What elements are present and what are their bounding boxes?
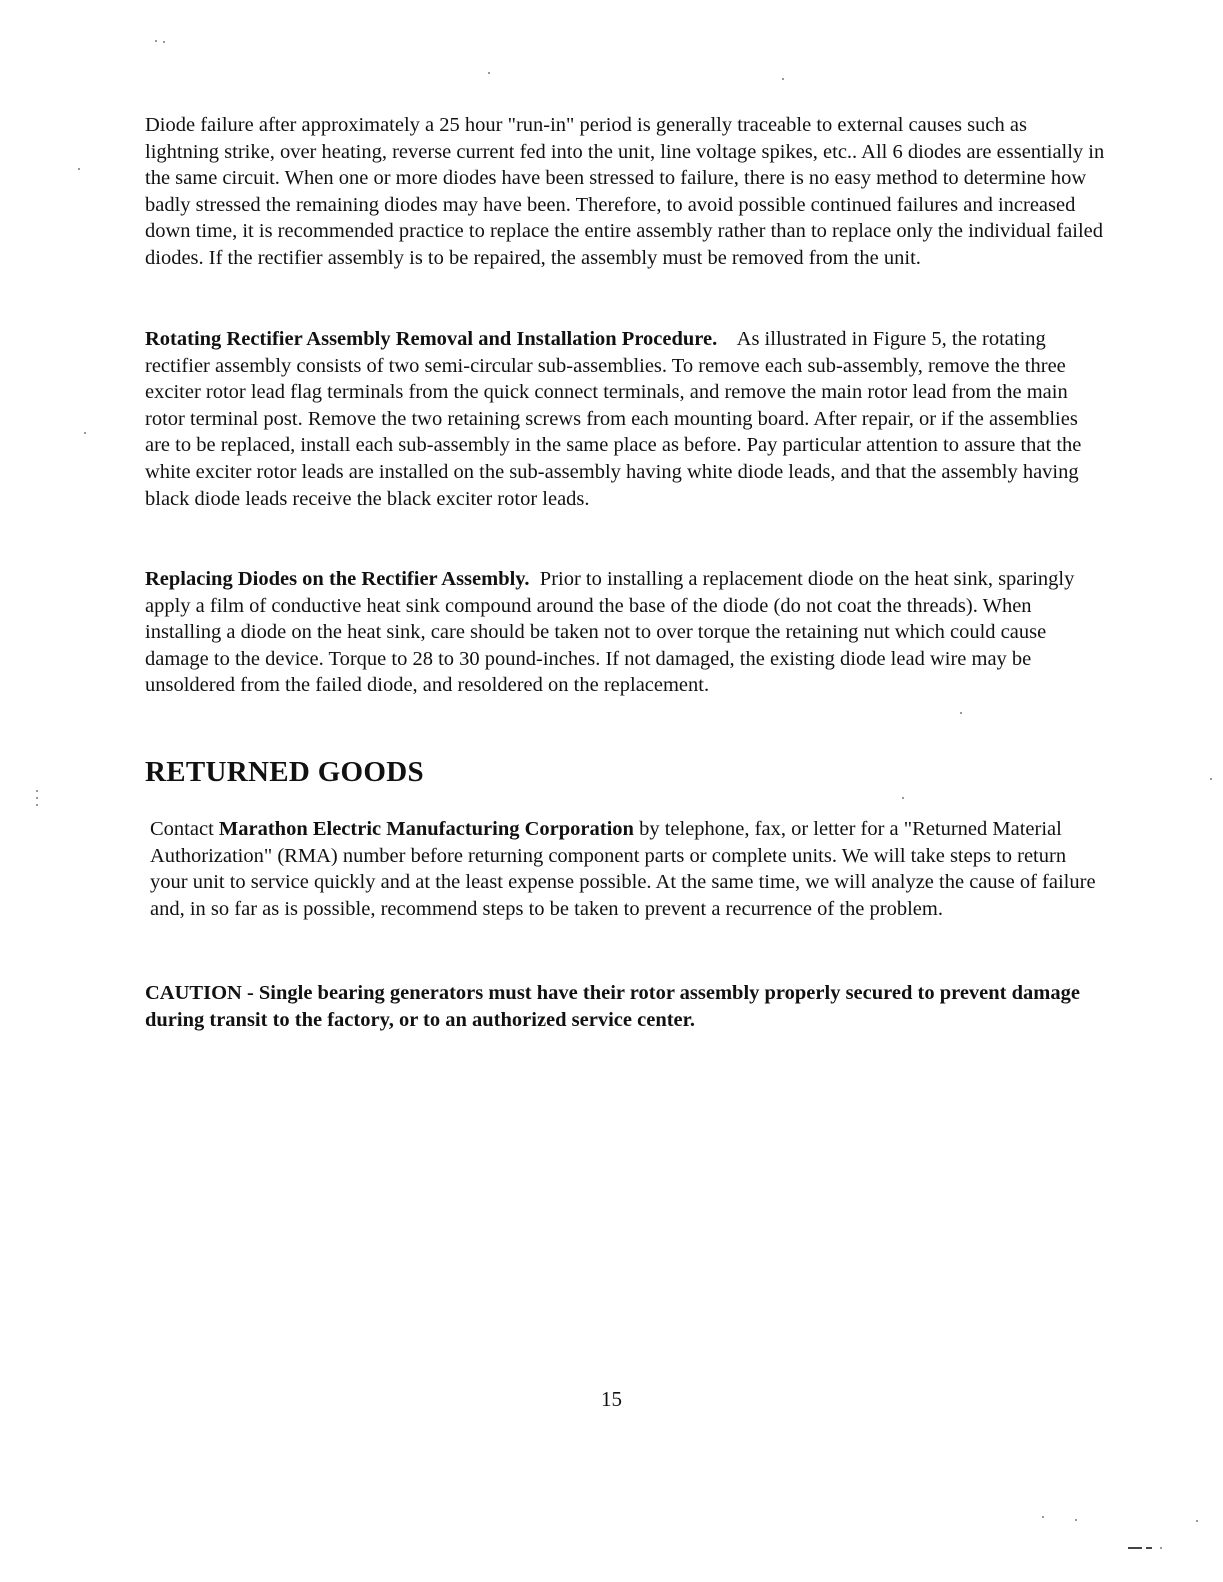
section-heading-returned-goods: RETURNED GOODS bbox=[145, 756, 424, 788]
paragraph-body: As illustrated in Figure 5, the rotating rectifier assembly consists of two semi-circular sub-assemblies. To remove each sub-assembly, remove the three exciter rotor lead flag terminals from the quick connect terminals, and remove the main rotor lead from the main rotor terminal post. Remove the two retaining screws from each mounting board. After repair, or if the assemblies are to be replaced, install each sub-assembly in the same place as before. Pay particular attention to assure that the white exciter rotor leads are installed on the sub-assembly having white diode leads, and that the assembly having black diode leads receive the black exciter rotor leads. bbox=[145, 328, 1082, 510]
scan-speck bbox=[155, 40, 157, 42]
paragraph-replacing-diodes bbox=[145, 566, 1105, 699]
scan-speck bbox=[1075, 1519, 1077, 1521]
paragraph-lead: Rotating Rectifier Assembly Removal and Installation Procedure. bbox=[145, 328, 718, 350]
scan-speck bbox=[488, 72, 490, 74]
scan-speck bbox=[36, 790, 38, 792]
scan-speck bbox=[36, 797, 38, 799]
paragraph-lead: Replacing Diodes on the Rectifier Assembly. bbox=[145, 568, 530, 590]
scan-mark bbox=[1146, 1547, 1152, 1549]
scan-speck bbox=[902, 797, 904, 799]
page-number: 15 bbox=[601, 1387, 622, 1411]
scan-speck bbox=[782, 78, 784, 80]
scan-speck bbox=[84, 432, 86, 434]
paragraph-body: by telephone, fax, or letter for a "Returned Material Authorization" (RMA) number before returning component parts or complete units. We will take steps to return your unit to service quickly and at the least expense possible. At the same time, we will analyze the cause of failure and, in so far as is possible, recommend steps to be taken to prevent a recurrence of the problem. bbox=[150, 818, 1096, 920]
scan-speck bbox=[1210, 778, 1212, 780]
scan-speck bbox=[1160, 1547, 1162, 1549]
paragraph-diode-failure: Diode failure after approximately a 25 hour "run-in" period is generally traceable to external causes such as lightning strike, over heating, reverse current fed into the unit, line voltage spikes, etc.. All 6 diodes are essentially in the same circuit. When one or more diodes have been stressed to failure, there is no easy method to determine how badly stressed the remaining diodes may have been. Therefore, to avoid possible continued failures and increased down time, it is recommended practice to replace the entire assembly rather than to replace only the individual failed diodes. If the rectifier assembly is to be repaired, the assembly must be removed from the unit. bbox=[145, 114, 1105, 269]
company-name: Marathon Electric Manufacturing Corporation bbox=[218, 818, 634, 840]
paragraph-contact bbox=[150, 816, 1100, 922]
scan-speck bbox=[960, 712, 962, 714]
scan-speck bbox=[1042, 1516, 1044, 1518]
caution-notice: CAUTION - Single bearing generators must have their rotor assembly properly secured to prevent damage during transit to the factory, or to an authorized service center. bbox=[145, 982, 1080, 1031]
scan-speck bbox=[36, 804, 38, 806]
scan-speck bbox=[1196, 1520, 1198, 1522]
contact-prefix: Contact bbox=[150, 818, 214, 840]
paragraph-body: Prior to installing a replacement diode on the heat sink, sparingly apply a film of conductive heat sink compound around the base of the diode (do not coat the threads). When installing a diode on the heat sink, care should be taken not to over torque the retaining nut which could cause damage to the device. Torque to 28 to 30 pound-inches. If not damaged, the existing diode lead wire may be unsoldered from the failed diode, and resoldered on the replacement. bbox=[145, 568, 1075, 697]
scan-mark bbox=[1128, 1547, 1142, 1549]
scan-speck bbox=[78, 168, 80, 170]
scan-speck bbox=[163, 41, 165, 43]
paragraph-rectifier-removal bbox=[145, 326, 1105, 512]
